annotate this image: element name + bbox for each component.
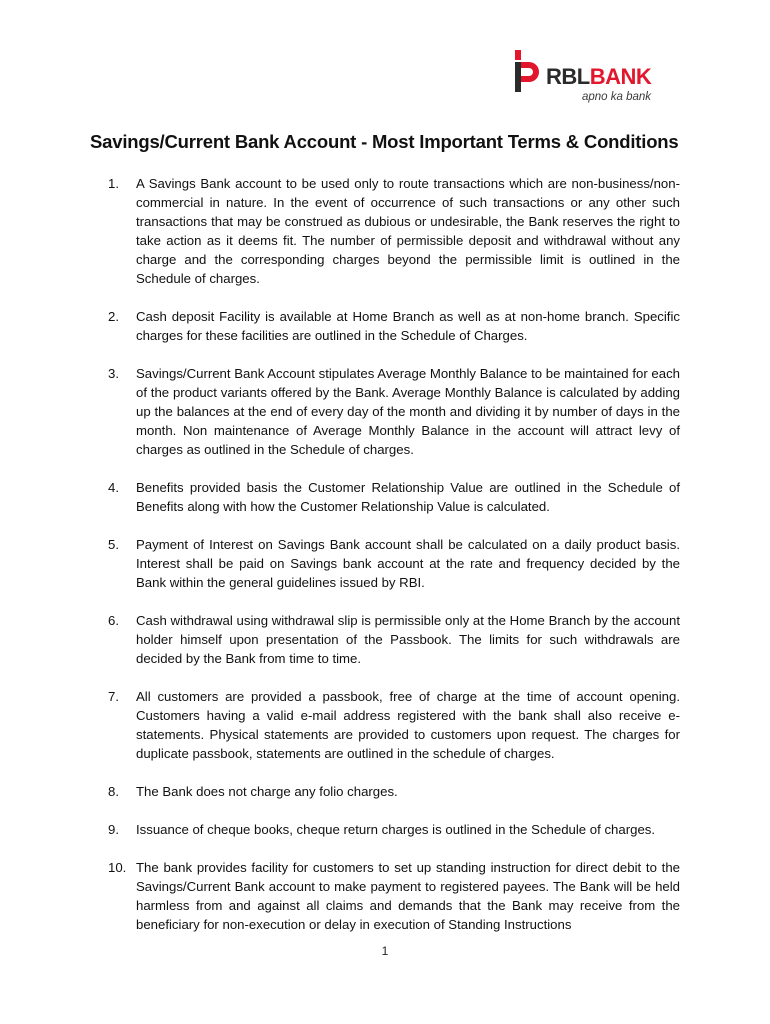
- term-text: Cash deposit Facility is available at Home Branch as well as at non-home branch. Specific charges for these facilities are outlined in the Schedule of Charges.: [136, 309, 680, 343]
- term-item: [108, 307, 680, 345]
- term-item: [108, 364, 680, 459]
- term-text: The bank provides facility for customers to set up standing instruction for direct debit to the Savings/Current Bank account to make payment to registered payees. The Bank will be held harmless from and against all claims and demands that the Bank may receive from the beneficiary for non-execution or delay in execution of Standing Instructions: [136, 860, 680, 932]
- term-number: 2.: [108, 309, 119, 324]
- rbl-bank-logo: [512, 50, 672, 110]
- logo-bank-text: BANK: [589, 64, 652, 89]
- page-number: 1: [381, 944, 389, 958]
- logo-wordmark: [546, 64, 651, 90]
- term-text: Savings/Current Bank Account stipulates Average Monthly Balance to be maintained for each of the product variants offered by the Bank. Average Monthly Balance is calculated by adding up the balances at the end of every day of the month and dividing it by number of days in the month. Non maintenance of Average Monthly Balance in the account will attract levy of charges as outlined in the Schedule of charges.: [136, 366, 680, 457]
- term-item: [108, 820, 680, 839]
- term-text: Payment of Interest on Savings Bank account shall be calculated on a daily product basis. Interest shall be paid on Savings bank account at the rate and frequency decided by the Bank within the general guidelines issued by RBI.: [136, 537, 680, 590]
- term-number: 5.: [108, 537, 119, 552]
- term-number: 3.: [108, 366, 119, 381]
- term-number: 10.: [108, 860, 127, 875]
- term-number: 1.: [108, 176, 119, 191]
- logo-tagline: apno ka bank: [582, 91, 652, 103]
- rbl-logo-mark-icon: [512, 50, 542, 94]
- term-item: [108, 858, 680, 934]
- term-text: The Bank does not charge any folio charges.: [136, 784, 398, 799]
- term-text: Cash withdrawal using withdrawal slip is permissible only at the Home Branch by the account holder himself upon presentation of the Passbook. The limits for such withdrawals are decided by the Bank from time to time.: [136, 613, 680, 666]
- term-number: 7.: [108, 689, 119, 704]
- terms-list: [108, 174, 680, 953]
- logo-rbl-text: RBL: [546, 64, 590, 89]
- term-item: [108, 174, 680, 288]
- term-item: [108, 478, 680, 516]
- term-text: All customers are provided a passbook, free of charge at the time of account opening. Customers having a valid e-mail address registered with the bank shall also receive e-statements. Physical statements are provided to customers upon request. The charges for duplicate passbook, statements are outlined in the schedule of charges.: [136, 689, 680, 761]
- term-item: [108, 611, 680, 668]
- term-number: 4.: [108, 480, 119, 495]
- term-number: 8.: [108, 784, 119, 799]
- term-number: 6.: [108, 613, 119, 628]
- term-item: [108, 687, 680, 763]
- term-item: [108, 782, 680, 801]
- document-title: Savings/Current Bank Account - Most Important Terms & Conditions: [90, 131, 679, 152]
- term-item: [108, 535, 680, 592]
- term-text: Benefits provided basis the Customer Relationship Value are outlined in the Schedule of Benefits along with how the Customer Relationship Value is calculated.: [136, 480, 680, 514]
- term-text: Issuance of cheque books, cheque return charges is outlined in the Schedule of charges.: [136, 822, 656, 837]
- term-number: 9.: [108, 822, 119, 837]
- term-text: A Savings Bank account to be used only to route transactions which are non-business/non-commercial in nature. In the event of occurrence of such transactions or any other such transactions that may be construed as dubious or undesirable, the Bank reserves the right to take action as it deems fit. The number of permissible deposit and withdrawal without any charge and the corresponding charges beyond the permissible limit is outlined in the Schedule of charges.: [136, 176, 680, 286]
